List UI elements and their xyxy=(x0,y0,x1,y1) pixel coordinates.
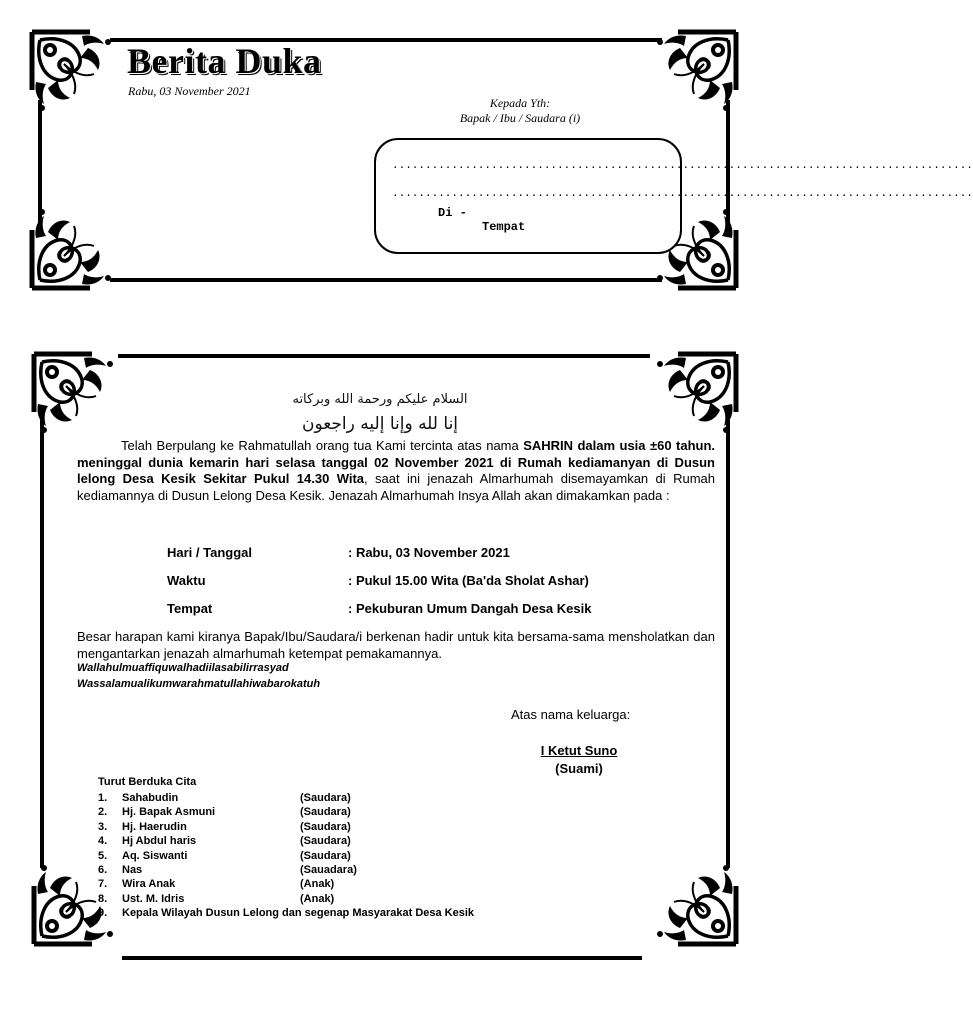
detail-label-time: Waktu xyxy=(167,573,206,588)
list-item-number: 9. xyxy=(98,907,108,920)
intro-text-a: Telah Berpulang ke Rahmatullah orang tua Kami tercinta atas nama xyxy=(121,438,524,453)
signature-name: I Ketut Suno xyxy=(540,743,618,758)
recipient-line-1: Kepada Yth: xyxy=(489,96,551,110)
arabic-istirja: إنا لله وإنا إليه راجعون xyxy=(301,414,459,434)
recipient-heading xyxy=(400,96,640,126)
recipient-line-2: Bapak / Ibu / Saudara (i) xyxy=(459,111,581,125)
list-item-relation: (Saudara) xyxy=(300,806,351,819)
list-item-number: 7. xyxy=(98,878,108,891)
header-date: Rabu, 03 November 2021 xyxy=(128,84,251,98)
closing-paragraph: Besar harapan kami kiranya Bapak/Ibu/Saudara/i berkenan hadir untuk kita bersama-sama mensholatkan dan mengantarkan jenazah almarhumah ketempat pemakamannya. xyxy=(77,629,715,661)
address-box xyxy=(374,138,973,254)
address-di-label: Di - xyxy=(438,206,467,220)
list-item-name: Aq. Siswanti xyxy=(122,849,188,862)
address-tempat-label: Tempat xyxy=(482,220,526,234)
list-item-relation: (Saudara) xyxy=(300,792,351,804)
list-item-number: 8. xyxy=(98,892,108,905)
detail-value-time: : Pukul 15.00 Wita (Ba'da Sholat Ashar) xyxy=(348,573,589,588)
arabic-salam: السلام عليكم ورحمة الله وبركاته xyxy=(292,392,468,407)
closing-prayer: Wallahulmuaffiquwalhadiilasabilirrasyad xyxy=(77,662,289,674)
list-item-number: 4. xyxy=(98,835,108,848)
list-item-name: Hj. Bapak Asmuni xyxy=(122,806,216,819)
list-item-number: 5. xyxy=(98,849,108,862)
list-item-name: Hj. Haerudin xyxy=(122,820,187,833)
signature-on-behalf: Atas nama keluarga: xyxy=(511,707,631,722)
address-dotted-line-1: ........................................................................................ xyxy=(392,160,973,172)
list-item-relation: (Saudara) xyxy=(300,820,351,833)
intro-paragraph xyxy=(77,438,715,504)
page-title: Berita Duka xyxy=(127,41,322,81)
list-item-relation: (Sauadara) xyxy=(300,864,357,876)
closing-salam: Wassalamualikumwarahmatullahiwabarokatuh xyxy=(77,678,321,690)
signature-role: (Suami) xyxy=(555,761,603,776)
detail-label-day: Hari / Tanggal xyxy=(167,545,252,560)
list-item-relation: (Saudara) xyxy=(300,849,351,862)
list-item-relation: (Anak) xyxy=(300,878,335,891)
list-item-name: Nas xyxy=(122,864,143,876)
list-item-name: Sahabudin xyxy=(122,792,179,804)
list-item-number: 3. xyxy=(98,820,108,833)
list-item-number: 2. xyxy=(98,806,108,819)
list-item-relation: (Saudara) xyxy=(300,835,351,848)
detail-value-day: : Rabu, 03 November 2021 xyxy=(348,545,510,560)
mourners-heading: Turut Berduka Cita xyxy=(98,776,197,788)
list-item-name: Wira Anak xyxy=(122,878,176,891)
list-item-name: Ust. M. Idris xyxy=(122,892,185,905)
detail-value-place: : Pekuburan Umum Dangah Desa Kesik xyxy=(348,601,592,616)
detail-label-place: Tempat xyxy=(167,601,213,616)
list-item-name: Hj Abdul haris xyxy=(122,835,197,848)
list-item-relation: (Anak) xyxy=(300,892,335,905)
intro-text-b: , saat ini jenazah Almarhumah disemayamkan di Rumah kediamannya di Dusun Lelong Desa Kesik. Jenazah Almarhumah Insya Allah akan dimakamkan pada : xyxy=(77,471,715,503)
intro-deceased-details: SAHRIN dalam usia ±60 tahun. meninggal dunia kemarin hari selasa tanggal 02 November 2021 di Rumah kediamanyan di Dusun lelong Desa Kesik Sekitar Pukul 14.30 Wita xyxy=(77,438,715,486)
list-item-number: 6. xyxy=(98,864,108,876)
list-item-number: 1. xyxy=(98,792,108,804)
list-item-name: Kepala Wilayah Dusun Lelong dan segenap Masyarakat Desa Kesik xyxy=(122,907,475,920)
address-dotted-line-2: ........................................................................................ xyxy=(392,188,973,200)
